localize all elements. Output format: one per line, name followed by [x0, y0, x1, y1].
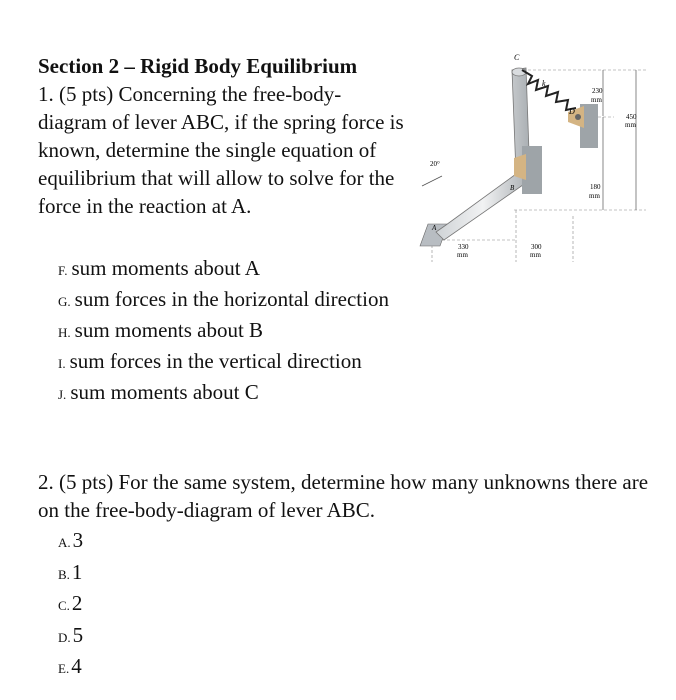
option-letter: C. — [58, 598, 70, 613]
pin-d — [575, 114, 581, 120]
question-1-options — [58, 254, 389, 409]
option-text: 2 — [71, 591, 83, 615]
dim-180-unit: mm — [589, 192, 600, 200]
dimension-ticks — [603, 70, 636, 210]
question-2 — [38, 468, 658, 524]
option-letter: I. — [58, 356, 66, 371]
option-h[interactable] — [58, 316, 389, 347]
option-letter: E. — [58, 661, 70, 676]
dim-300-value: 300 — [531, 243, 542, 251]
option-text: 3 — [72, 528, 84, 552]
question-2-text: 2. (5 pts) For the same system, determine how many unknowns there are on the free-body-diagram of lever ABC. — [38, 470, 649, 522]
option-d[interactable] — [58, 621, 83, 653]
option-c[interactable] — [58, 589, 83, 621]
option-letter: D. — [58, 629, 71, 645]
angle-line — [422, 176, 442, 186]
lever-abc — [436, 68, 530, 240]
option-g[interactable] — [58, 285, 389, 316]
question-1 — [38, 52, 408, 220]
option-text: sum moments about B — [74, 318, 264, 342]
option-e[interactable] — [58, 652, 83, 684]
section-title: Section 2 – Rigid Body Equilibrium — [38, 54, 358, 78]
label-c: C — [514, 53, 520, 62]
dim-230-unit: mm — [591, 96, 602, 104]
option-text: sum forces in the horizontal direction — [74, 287, 389, 311]
option-letter: G. — [58, 294, 71, 309]
dim-330-unit: mm — [457, 251, 468, 259]
option-text: 1 — [71, 559, 83, 584]
option-letter: B. — [58, 566, 70, 582]
option-b[interactable] — [58, 558, 83, 590]
option-letter: H. — [58, 325, 71, 340]
question-2-options — [58, 526, 83, 684]
question-1-text: 1. (5 pts) Concerning the free-body-diagram of lever ABC, if the spring force is known, determine the single equation of equilibrium that will allow to solve for the force in the reaction at A. — [38, 82, 404, 218]
option-letter: A. — [58, 535, 71, 550]
dim-450-value: 450 — [626, 113, 637, 121]
option-text: sum moments about C — [70, 380, 259, 404]
dim-300-unit: mm — [530, 251, 541, 259]
option-text: sum moments about A — [71, 256, 260, 280]
option-text: sum forces in the vertical direction — [69, 349, 362, 373]
label-angle: 20° — [430, 160, 440, 168]
label-d: D — [569, 107, 575, 116]
dim-230-value: 230 — [592, 87, 603, 95]
option-j[interactable] — [58, 378, 389, 409]
option-letter: J. — [58, 387, 67, 402]
label-a: A — [432, 224, 437, 232]
spring — [522, 70, 576, 110]
support-b-bracket — [514, 154, 526, 180]
option-a[interactable] — [58, 526, 83, 558]
label-b: B — [510, 184, 515, 192]
option-text: 4 — [71, 654, 82, 678]
dim-180-value: 180 — [590, 183, 601, 191]
dim-450-unit: mm — [625, 121, 636, 129]
label-k: k — [542, 79, 546, 88]
lever-figure — [418, 50, 658, 270]
dim-330-value: 330 — [458, 243, 469, 251]
option-text: 5 — [72, 622, 84, 647]
option-f[interactable] — [58, 254, 389, 285]
option-i[interactable] — [58, 347, 389, 378]
option-letter: F. — [58, 263, 68, 278]
